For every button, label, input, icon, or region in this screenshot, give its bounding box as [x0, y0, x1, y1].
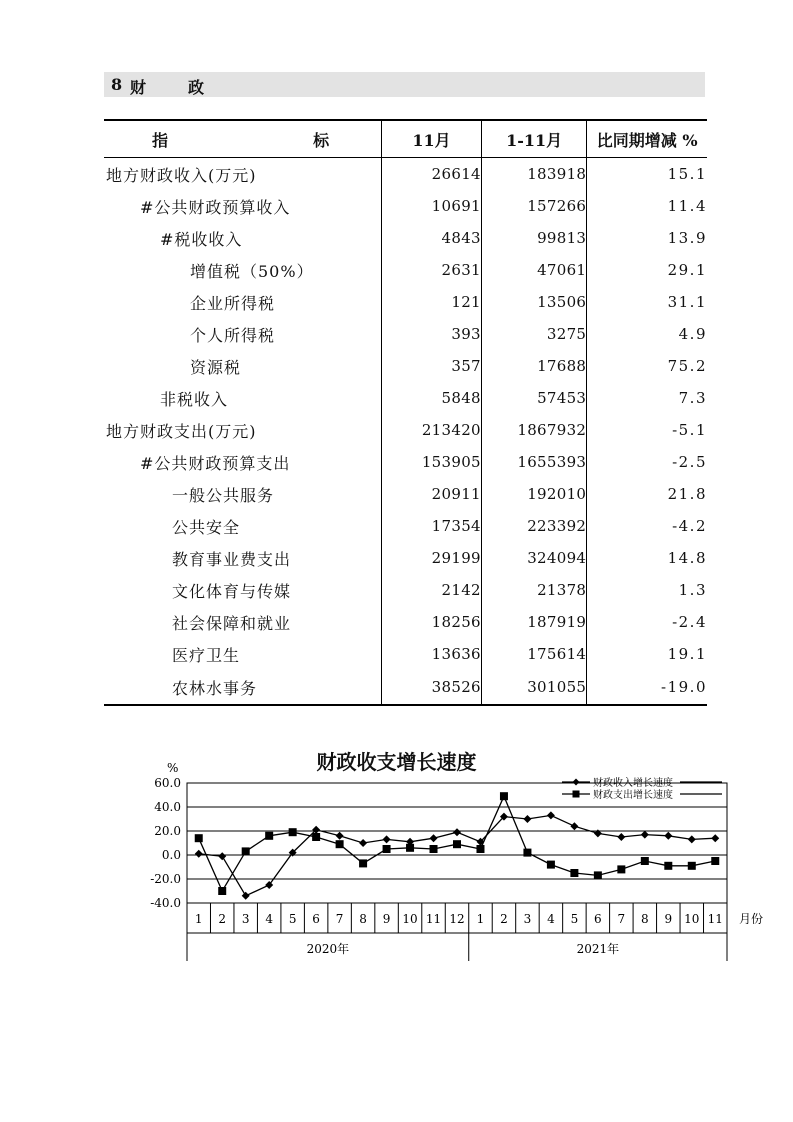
row-month-value: 18256 [382, 606, 482, 638]
table-row [104, 446, 707, 478]
data-point-diamond [617, 833, 625, 841]
row-label: 医疗卫生 [104, 638, 382, 670]
row-ytd-value: 175614 [481, 638, 586, 670]
x-tick-label: 9 [664, 912, 673, 926]
x-tick-label: 11 [425, 912, 442, 926]
row-yoy-value: 11.4 [667, 197, 707, 215]
table-row [104, 158, 707, 191]
header-month: 11月 [382, 120, 482, 158]
row-ytd-value: 1867932 [481, 414, 586, 446]
x-tick-label: 3 [241, 912, 250, 926]
header-yoy: 比同期增减 % [587, 120, 707, 158]
row-label: 个人所得税 [104, 318, 382, 350]
data-point-square [641, 857, 649, 865]
row-yoy-value: 15.1 [667, 165, 707, 183]
row-month-value: 213420 [382, 414, 482, 446]
y-tick-label: 0.0 [161, 848, 181, 862]
row-month-value: 26614 [382, 158, 482, 191]
row-yoy-value: -19.0 [587, 670, 707, 705]
row-ytd-value: 192010 [481, 478, 586, 510]
row-label: 社会保障和就业 [104, 606, 382, 638]
legend-label: 财政收入增长速度 [593, 778, 673, 789]
table-row [104, 318, 707, 350]
row-month-value: 393 [382, 318, 482, 350]
row-label: 公共安全 [104, 510, 382, 542]
x-tick-label: 3 [523, 912, 532, 926]
data-point-diamond [641, 831, 649, 839]
row-yoy-value: 13.9 [667, 229, 707, 247]
row-yoy-value: -4.2 [672, 517, 707, 535]
table-row [104, 542, 707, 574]
data-point-diamond [570, 822, 578, 830]
row-ytd-value: 57453 [481, 382, 586, 414]
x-tick-label: 11 [707, 912, 723, 926]
row-ytd-value: 183918 [481, 158, 586, 191]
row-label: 农林水事务 [104, 670, 382, 705]
data-point-diamond [383, 835, 391, 843]
data-point-diamond [359, 839, 367, 847]
row-ytd-value: 223392 [481, 510, 586, 542]
row-month-value: 17354 [382, 510, 482, 542]
y-tick-label: 20.0 [154, 824, 181, 838]
table-row [104, 382, 707, 414]
y-tick-label: -20.0 [150, 872, 181, 886]
header-indicator-part2: 标 [313, 130, 330, 150]
row-yoy-value: 75.2 [667, 357, 707, 375]
row-yoy-value: 14.8 [667, 549, 707, 567]
row-month-value: 38526 [382, 670, 482, 705]
row-label: 一般公共服务 [104, 478, 382, 510]
data-point-square [617, 865, 625, 873]
row-label: #公共财政预算支出 [104, 446, 382, 478]
data-point-square [453, 840, 461, 848]
data-point-square [359, 859, 367, 867]
x-tick-label: 7 [335, 912, 344, 926]
x-tick-label: 4 [265, 912, 273, 926]
row-ytd-value: 99813 [481, 222, 586, 254]
row-ytd-value: 3275 [481, 318, 586, 350]
x-tick-label: 2 [218, 912, 227, 926]
table-row [104, 510, 707, 542]
data-point-square [570, 869, 578, 877]
x-axis-label: 月份 [739, 912, 764, 926]
data-point-square [523, 849, 531, 857]
header-indicator-part1: 指 [152, 130, 169, 150]
x-tick-label: 8 [359, 912, 367, 926]
x-tick-label: 2 [500, 912, 508, 926]
table-header-row [104, 120, 707, 158]
row-label: 教育事业费支出 [104, 542, 382, 574]
header-indicator [104, 120, 382, 158]
row-ytd-value: 187919 [481, 606, 586, 638]
row-label: 非税收入 [104, 382, 382, 414]
row-label: 文化体育与传媒 [104, 574, 382, 606]
row-ytd-value: 13506 [481, 286, 586, 318]
row-month-value: 10691 [382, 190, 482, 222]
row-label: 企业所得税 [104, 286, 382, 318]
row-ytd-value: 301055 [481, 670, 586, 705]
data-point-square [242, 847, 250, 855]
row-month-value: 29199 [382, 542, 482, 574]
table-row [104, 606, 707, 638]
row-yoy-value: 7.3 [678, 389, 707, 407]
row-month-value: 5848 [382, 382, 482, 414]
x-tick-label: 10 [684, 912, 700, 926]
x-tick-label: 6 [312, 912, 320, 926]
row-month-value: 13636 [382, 638, 482, 670]
table-row [104, 222, 707, 254]
data-point-diamond [711, 834, 719, 842]
data-point-diamond [195, 850, 203, 858]
series-line [199, 815, 716, 895]
row-ytd-value: 1655393 [481, 446, 586, 478]
series-1 [195, 811, 720, 899]
row-label: 资源税 [104, 350, 382, 382]
row-yoy-value: -2.4 [672, 613, 707, 631]
data-point-diamond [336, 832, 344, 840]
row-label: #税收收入 [104, 222, 382, 254]
data-point-diamond [242, 892, 250, 900]
y-axis-label: % [167, 761, 179, 775]
x-tick-label: 12 [449, 912, 465, 926]
table-row [104, 414, 707, 446]
row-ytd-value: 157266 [481, 190, 586, 222]
row-ytd-value: 47061 [481, 254, 586, 286]
row-label: 地方财政支出(万元) [104, 414, 382, 446]
data-point-diamond [453, 828, 461, 836]
data-point-square [265, 832, 273, 840]
row-label: 增值税（50%） [104, 254, 382, 286]
x-tick-label: 8 [641, 912, 649, 926]
data-point-diamond [523, 815, 531, 823]
data-point-square [383, 845, 391, 853]
finance-table [104, 119, 707, 706]
row-yoy-value: -5.1 [672, 421, 707, 439]
data-point-square [195, 834, 203, 842]
row-label: 地方财政收入(万元) [104, 158, 382, 191]
row-yoy-value: -2.5 [672, 453, 707, 471]
data-point-square [312, 833, 320, 841]
row-yoy-value: 29.1 [667, 261, 707, 279]
data-point-square [664, 862, 672, 870]
section-number: 8 [111, 75, 123, 94]
data-point-square [547, 861, 555, 869]
data-point-diamond [430, 834, 438, 842]
data-point-square [476, 845, 484, 853]
table-row [104, 254, 707, 286]
legend-marker-diamond [573, 779, 580, 786]
table-row [104, 286, 707, 318]
row-month-value: 2142 [382, 574, 482, 606]
y-tick-label: 40.0 [154, 800, 181, 814]
row-month-value: 357 [382, 350, 482, 382]
row-month-value: 20911 [382, 478, 482, 510]
x-tick-label: 5 [288, 912, 297, 926]
x-tick-label: 9 [382, 912, 391, 926]
data-point-square [289, 828, 297, 836]
row-yoy-value: 4.9 [678, 325, 707, 343]
data-point-square [218, 887, 226, 895]
row-month-value: 153905 [382, 446, 482, 478]
table-row [104, 350, 707, 382]
data-point-square [406, 844, 414, 852]
table-row [104, 574, 707, 606]
data-point-diamond [664, 832, 672, 840]
data-point-diamond [547, 811, 555, 819]
header-ytd: 1-11月 [481, 120, 586, 158]
data-point-square [594, 871, 602, 879]
chart-area [0, 738, 793, 968]
data-point-diamond [218, 852, 226, 860]
row-month-value: 4843 [382, 222, 482, 254]
x-tick-label: 7 [617, 912, 626, 926]
row-ytd-value: 17688 [481, 350, 586, 382]
section-title-part2: 政 [188, 78, 205, 97]
x-tick-label: 10 [402, 912, 418, 926]
row-yoy-value: 1.3 [678, 581, 707, 599]
section-header [104, 72, 705, 97]
y-tick-label: -40.0 [150, 896, 181, 910]
row-label: #公共财政预算收入 [104, 190, 382, 222]
year-label: 2021年 [576, 942, 620, 956]
x-tick-label: 1 [194, 912, 203, 926]
legend-marker-square [573, 791, 580, 798]
x-tick-label: 4 [547, 912, 555, 926]
row-yoy-value: 31.1 [667, 293, 707, 311]
data-point-diamond [688, 835, 696, 843]
row-yoy-value: 19.1 [667, 645, 707, 663]
table-row [104, 478, 707, 510]
legend-label: 财政支出增长速度 [593, 790, 673, 801]
row-yoy-value: 21.8 [667, 485, 707, 503]
table-row [104, 670, 707, 705]
row-month-value: 121 [382, 286, 482, 318]
table-row [104, 638, 707, 670]
x-tick-label: 6 [594, 912, 602, 926]
row-ytd-value: 21378 [481, 574, 586, 606]
row-ytd-value: 324094 [481, 542, 586, 574]
data-point-square [500, 792, 508, 800]
x-tick-label: 5 [570, 912, 579, 926]
legend [562, 776, 722, 801]
y-tick-label: 60.0 [154, 776, 181, 790]
data-point-square [430, 845, 438, 853]
data-point-square [711, 857, 719, 865]
chart-title: 财政收支增长速度 [316, 750, 477, 774]
row-month-value: 2631 [382, 254, 482, 286]
section-title-part1: 财 [130, 78, 147, 97]
x-tick-label: 1 [476, 912, 485, 926]
data-point-square [336, 840, 344, 848]
year-label: 2020年 [306, 942, 350, 956]
data-point-square [688, 862, 696, 870]
table-row [104, 190, 707, 222]
